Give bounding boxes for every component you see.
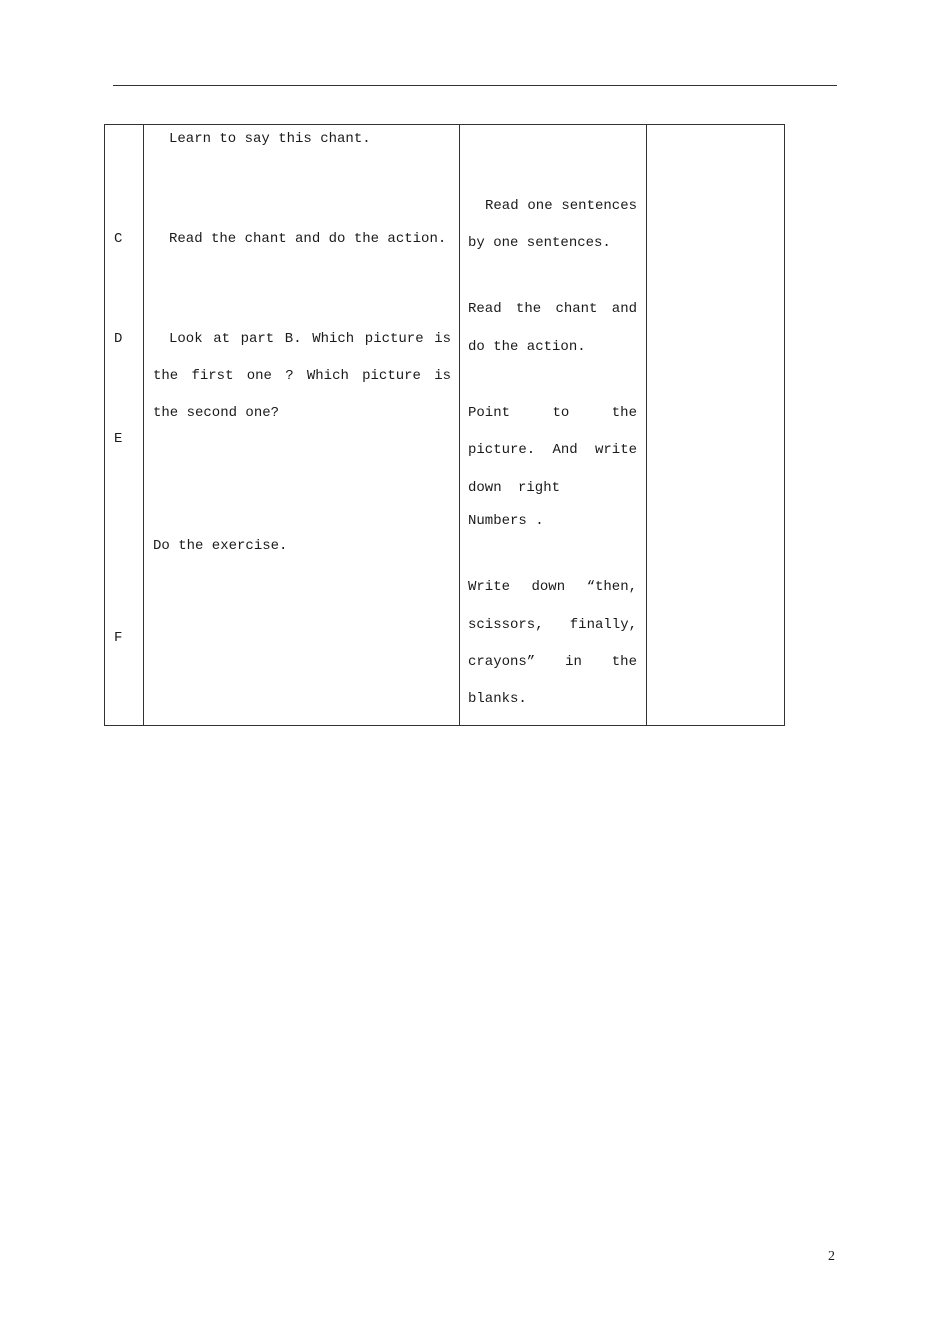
student-point-line: picture. And write [468,442,637,458]
activity-do-exercise: Do the exercise. [153,538,288,554]
column-divider [646,125,647,725]
student-point-line: Numbers . [468,513,544,529]
student-read-sentences-line: by one sentences. [468,235,611,251]
student-write-line: blanks. [468,691,527,707]
student-read-sentences-line: Read one sentences [485,198,637,214]
student-write-line: scissors, finally, [468,617,637,633]
activity-look-part-b-line: the second one? [153,405,280,421]
activity-learn-chant: Learn to say this chant. [169,131,371,147]
lesson-table [104,124,785,726]
step-label-c: C [114,231,123,247]
student-read-action-line: Read the chant and [468,301,637,317]
page-number: 2 [828,1249,835,1264]
student-read-action-line: do the action. [468,339,586,355]
column-divider [459,125,460,725]
activity-look-part-b-line: Look at part B. Which picture is [169,331,451,347]
student-point-line: Point to the [468,405,637,421]
step-label-f: F [114,630,123,646]
student-write-line: Write down “then, [468,579,637,595]
activity-look-part-b-line: the first one ? Which picture is [153,368,451,384]
step-label-d: D [114,331,123,347]
student-write-line: crayons” in the [468,654,637,670]
student-point-line: down right [468,480,560,496]
activity-read-chant: Read the chant and do the action. [169,231,447,247]
column-divider [143,125,144,725]
step-label-e: E [114,431,123,447]
header-rule [113,85,837,86]
